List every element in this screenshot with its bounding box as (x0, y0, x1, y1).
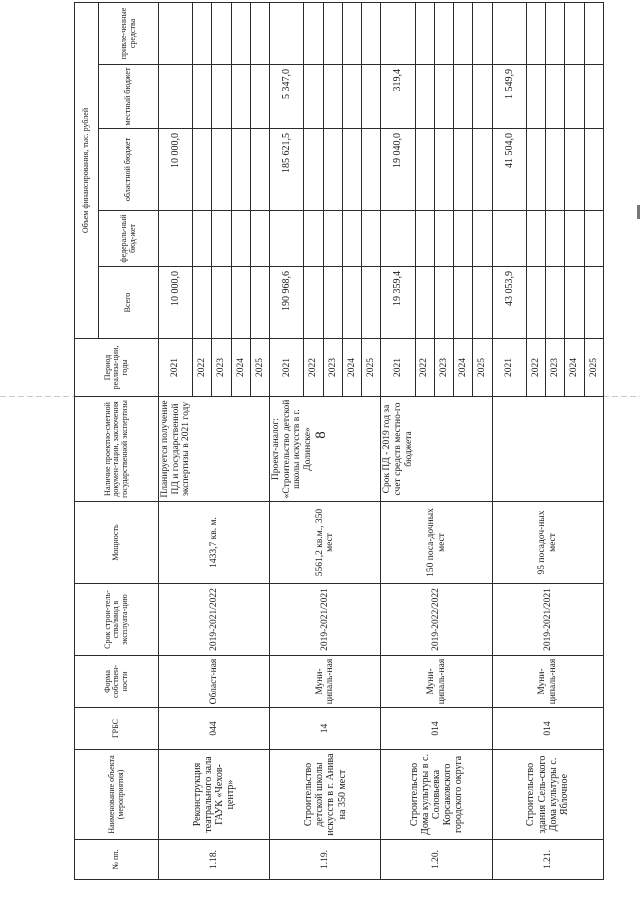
cell-total (231, 267, 250, 339)
cell-local (323, 65, 342, 129)
cell-total (565, 267, 584, 339)
cell-grbs: 014 (381, 708, 492, 750)
cell-federal (492, 211, 526, 267)
cell-attracted (492, 2, 526, 64)
cell-local (526, 65, 545, 129)
rotated-table-wrapper (74, 7, 604, 880)
cell-year: 2025 (584, 339, 603, 397)
cell-attracted (415, 2, 434, 64)
cell-federal (454, 211, 473, 267)
header-object-name: Наименование объекта (мероприятия) (75, 750, 159, 840)
cell-object-name: Реконструкция театрального зала ГАУК «Чехов-центр» (159, 750, 270, 840)
cell-local (473, 65, 492, 129)
cell-local (159, 65, 193, 129)
cell-federal (304, 211, 323, 267)
cell-local (304, 65, 323, 129)
header-period: Период реализа-ции, годы (75, 339, 159, 397)
cell-regional (526, 129, 545, 211)
header-construction-term: Срок строи-тель-ства/ввод в эксплуата-цию (75, 584, 159, 656)
cell-attracted (362, 2, 381, 64)
cell-federal (159, 211, 193, 267)
cell-total (473, 267, 492, 339)
cell-attracted (212, 2, 231, 64)
cell-capacity: 150 поса-дочных мест (381, 502, 492, 584)
cell-regional (304, 129, 323, 211)
cell-local (584, 65, 603, 129)
cell-total (193, 267, 212, 339)
cell-federal (415, 211, 434, 267)
cell-year: 2022 (193, 339, 212, 397)
cell-local (454, 65, 473, 129)
cell-total: 43 053,9 (492, 267, 526, 339)
cell-local: 5 347,0 (270, 65, 304, 129)
cell-year: 2021 (159, 339, 193, 397)
cell-year: 2024 (342, 339, 361, 397)
cell-project-docs (492, 397, 603, 502)
cell-attracted (454, 2, 473, 64)
cell-grbs: 044 (159, 708, 270, 750)
cell-local (212, 65, 231, 129)
cell-attracted (250, 2, 269, 64)
cell-federal (323, 211, 342, 267)
header-grbs: ГРБС (75, 708, 159, 750)
cell-construction-term: 2019-2021/2021 (270, 584, 381, 656)
cell-regional (584, 129, 603, 211)
cell-construction-term: 2019-2021/2022 (159, 584, 270, 656)
cell-ownership: Муни-ципаль-ная (270, 656, 381, 708)
cell-total (526, 267, 545, 339)
cell-year: 2021 (381, 339, 415, 397)
cell-regional (415, 129, 434, 211)
cell-attracted (342, 2, 361, 64)
cell-regional (362, 129, 381, 211)
cell-year: 2023 (212, 339, 231, 397)
cell-ownership: Муни-ципаль-ная (492, 656, 603, 708)
cell-num: 1.18. (159, 840, 270, 880)
cell-regional (546, 129, 565, 211)
header-regional-budget: областной бюджет (99, 129, 159, 211)
cell-local (231, 65, 250, 129)
cell-year: 2024 (565, 339, 584, 397)
cell-year: 2025 (362, 339, 381, 397)
cell-object-name: Строительство детской школы искусств в г. Анива на 350 мест (270, 750, 381, 840)
cell-regional (473, 129, 492, 211)
header-num: № пп. (75, 840, 159, 880)
cell-total (342, 267, 361, 339)
cell-regional (565, 129, 584, 211)
cell-object-name: Строительство здания Сель-ского Дома культуры с. Яблочное (492, 750, 603, 840)
header-total: Всего (99, 267, 159, 339)
table-row (381, 2, 415, 879)
cell-num: 1.20. (381, 840, 492, 880)
cell-regional (231, 129, 250, 211)
cell-total (434, 267, 453, 339)
cell-attracted (193, 2, 212, 64)
cell-regional (250, 129, 269, 211)
cell-regional: 19 040,0 (381, 129, 415, 211)
cell-attracted (231, 2, 250, 64)
cell-year: 2024 (454, 339, 473, 397)
cell-regional (454, 129, 473, 211)
table-row (159, 2, 193, 879)
cell-ownership: Муни-ципаль-ная (381, 656, 492, 708)
cell-year: 2024 (231, 339, 250, 397)
cell-federal (565, 211, 584, 267)
cell-num: 1.19. (270, 840, 381, 880)
cell-federal (473, 211, 492, 267)
cell-federal (362, 211, 381, 267)
cell-attracted (270, 2, 304, 64)
cell-local: 319,4 (381, 65, 415, 129)
cell-total (546, 267, 565, 339)
cell-local (250, 65, 269, 129)
cell-year: 2023 (434, 339, 453, 397)
cell-local (546, 65, 565, 129)
cell-local (362, 65, 381, 129)
cell-total: 19 359,4 (381, 267, 415, 339)
cell-year: 2025 (473, 339, 492, 397)
cell-local (434, 65, 453, 129)
cell-federal (584, 211, 603, 267)
cell-attracted (434, 2, 453, 64)
cell-total: 10 000,0 (159, 267, 193, 339)
header-ownership: Форма собствен-ности (75, 656, 159, 708)
cell-year: 2022 (304, 339, 323, 397)
cell-year: 2023 (323, 339, 342, 397)
cell-local (415, 65, 434, 129)
table-row (270, 2, 304, 879)
cell-federal (342, 211, 361, 267)
cell-attracted (584, 2, 603, 64)
cell-capacity: 95 посадоч-ных мест (492, 502, 603, 584)
cell-grbs: 014 (492, 708, 603, 750)
cell-federal (212, 211, 231, 267)
cell-federal (193, 211, 212, 267)
cell-project-docs: Планируется получение ПД и государственной экспертизы в 2021 году (159, 397, 270, 502)
cell-federal (546, 211, 565, 267)
cell-year: 2025 (250, 339, 269, 397)
cell-attracted (473, 2, 492, 64)
cell-total: 190 968,6 (270, 267, 304, 339)
cell-local: 1 549,9 (492, 65, 526, 129)
cell-total (250, 267, 269, 339)
cell-federal (231, 211, 250, 267)
cell-total (584, 267, 603, 339)
cell-project-docs: Проект-аналог: «Строительство детской школы искусств в г. Долинске» (270, 397, 381, 502)
cell-year: 2022 (526, 339, 545, 397)
cell-total (304, 267, 323, 339)
cell-federal (270, 211, 304, 267)
cell-regional: 41 504,0 (492, 129, 526, 211)
cell-regional: 10 000,0 (159, 129, 193, 211)
cell-attracted (323, 2, 342, 64)
cell-regional (342, 129, 361, 211)
cell-attracted (159, 2, 193, 64)
financing-table (74, 2, 604, 880)
header-project-docs: Наличие проектно-сметной докумен-тации, заключения государственной экспертизы (75, 397, 159, 502)
cell-year: 2023 (546, 339, 565, 397)
header-local-budget: местный бюджет (99, 65, 159, 129)
cell-capacity: 1433,7 кв. м. (159, 502, 270, 584)
cell-regional (193, 129, 212, 211)
header-federal-budget: федераль-ный бюд-жет (99, 211, 159, 267)
cell-num: 1.21. (492, 840, 603, 880)
cell-total (454, 267, 473, 339)
header-capacity: Мощность (75, 502, 159, 584)
cell-attracted (304, 2, 323, 64)
cell-attracted (565, 2, 584, 64)
cell-object-name: Строительство Дома культуры в с. Соловьевка Корсаковского городского округа (381, 750, 492, 840)
cell-regional: 185 621,5 (270, 129, 304, 211)
cell-capacity: 5561,2 кв.м., 350 мест (270, 502, 381, 584)
table-body (159, 2, 604, 879)
cell-federal (526, 211, 545, 267)
cell-grbs: 14 (270, 708, 381, 750)
table-header (75, 2, 159, 879)
cell-federal (250, 211, 269, 267)
header-attracted-funds: привле-ченные средства (99, 2, 159, 64)
cell-regional (323, 129, 342, 211)
cell-construction-term: 2019-2022/2022 (381, 584, 492, 656)
cell-year: 2021 (492, 339, 526, 397)
cell-attracted (526, 2, 545, 64)
cell-local (565, 65, 584, 129)
cell-total (212, 267, 231, 339)
cell-federal (434, 211, 453, 267)
cell-regional (212, 129, 231, 211)
cell-attracted (381, 2, 415, 64)
cell-ownership: Област-ная (159, 656, 270, 708)
table-row (492, 2, 526, 879)
cell-local (342, 65, 361, 129)
cell-attracted (546, 2, 565, 64)
cell-project-docs: Срок ПД - 2019 год за счет средств местно-го бюджета (381, 397, 492, 502)
cell-year: 2022 (415, 339, 434, 397)
page-number: 8 (313, 431, 329, 439)
cell-regional (434, 129, 453, 211)
header-financing-group: Объем финансирования, тыс. рублей (75, 2, 99, 338)
cell-total (323, 267, 342, 339)
cell-local (193, 65, 212, 129)
cell-total (415, 267, 434, 339)
cell-construction-term: 2019-2021/2021 (492, 584, 603, 656)
cell-year: 2021 (270, 339, 304, 397)
cell-total (362, 267, 381, 339)
cell-federal (381, 211, 415, 267)
